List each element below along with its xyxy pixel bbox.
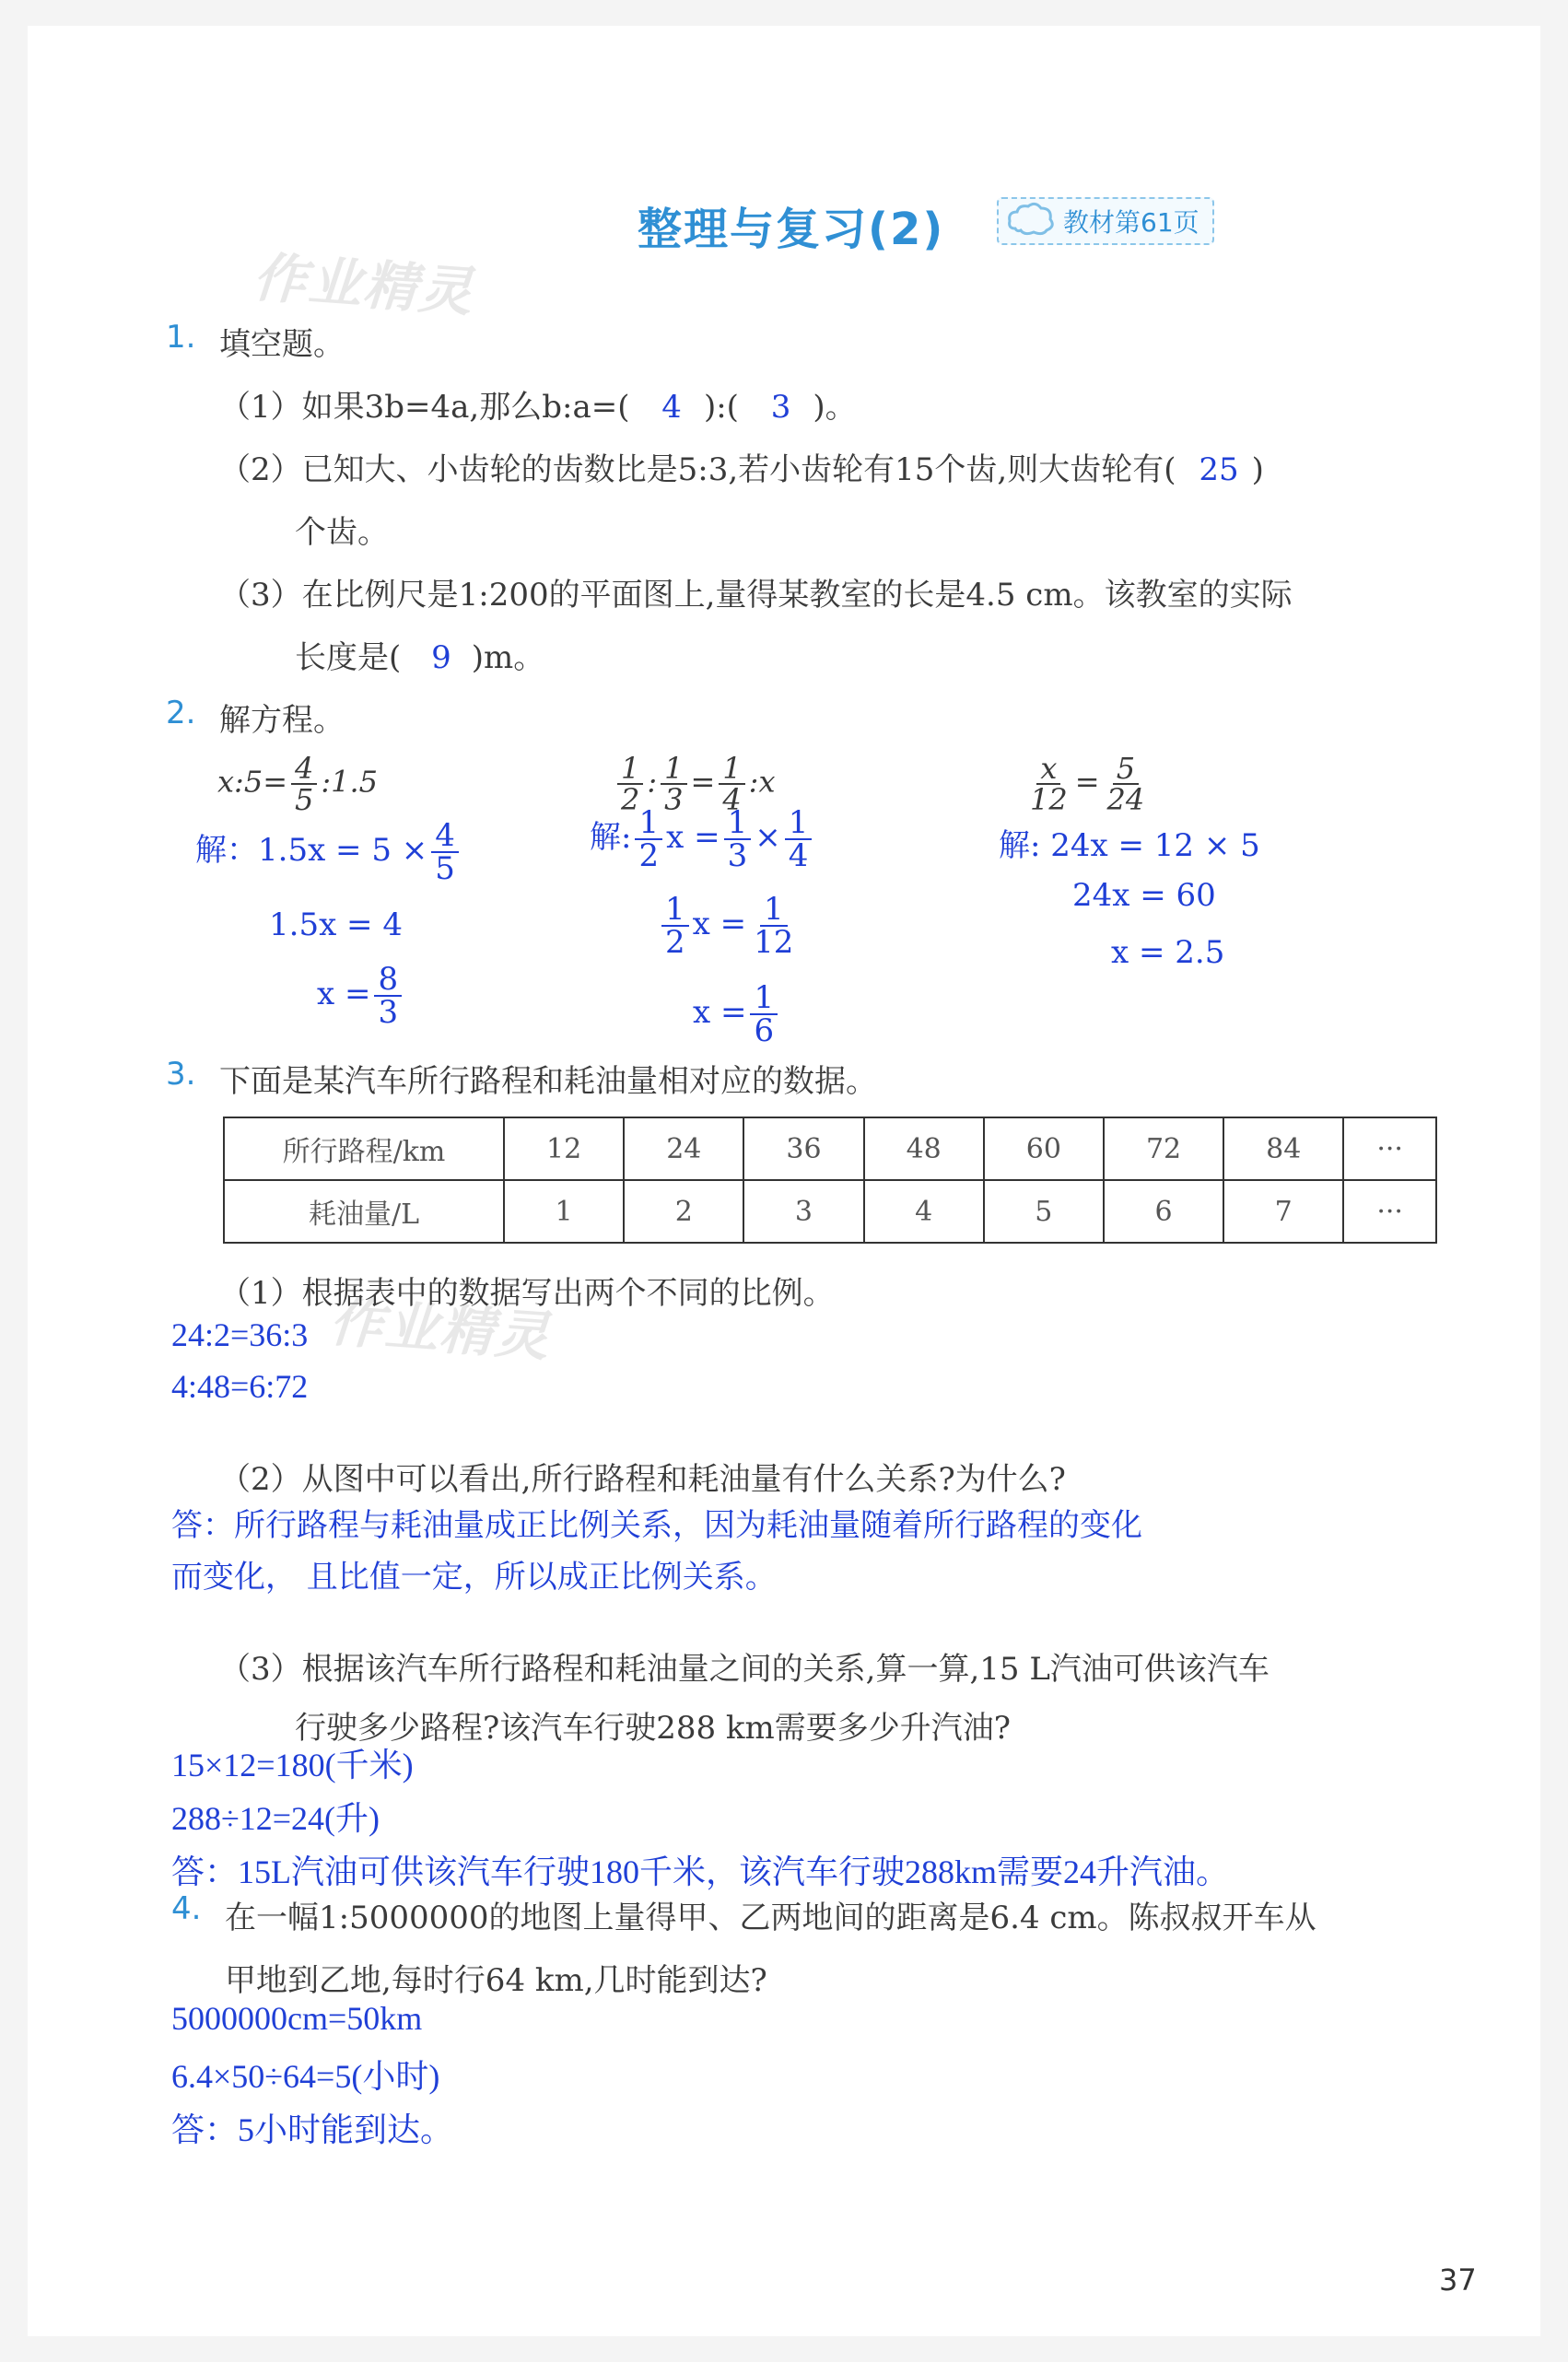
eq2-s1-frac-a [635,804,662,874]
table-cell: 84 [1223,1117,1343,1180]
q1-p1-answer2: 3 [770,389,791,426]
q1-p1-label: （1） [219,389,302,426]
eq2-step2 [658,891,801,961]
q1-p3-label: （3） [219,577,302,614]
eq2-s2-x: x = [692,906,747,942]
table-cell: ··· [1343,1180,1436,1243]
q3-p3-answer3: 答：15L汽油可供该汽车行驶180千米，该汽车行驶288km需要24升汽油。 [171,1853,1229,1890]
eq2-s1-frac-c [785,804,813,874]
data-table [223,1117,1437,1244]
eq1-fraction [291,751,317,817]
watermark-middle: 作业精灵 [327,1290,553,1369]
eq2-s3-x: x = [693,994,747,1031]
q3-p3-answer1: 15×12=180(千米) [171,1747,414,1783]
eq2-b-den: 3 [664,782,684,817]
cloud-icon [1006,201,1056,238]
table-row-fuel [224,1180,1436,1243]
q1-p3-text-c: )m。 [471,639,545,676]
eq3-step1: 解: 24x = 12 × 5 [999,827,1260,864]
q2-title: 解方程。 [219,702,345,739]
table-cell: 2 [624,1180,743,1243]
eq1-step3 [317,961,405,1031]
eq3-a-den: 12 [1030,782,1068,817]
q3-p3-answer2: 288÷12=24(升) [171,1800,380,1837]
q1-p3-text-b: 长度是( [295,639,402,676]
eq2-b-num: 1 [661,754,686,785]
eq3-equals: = [1074,764,1100,800]
q4-answer1: 5000000cm=50km [171,2000,423,2037]
table-row-distance [224,1117,1436,1180]
q3-title: 下面是某汽车所行路程和耗油量相对应的数据。 [219,1063,877,1100]
eq2-s2-b-num: 1 [760,894,788,927]
eq1-step3-num: 8 [374,964,402,997]
eq2-step3 [693,979,781,1049]
q3-p2-answer2: 而变化， 且比值一定，所以成正比例关系。 [171,1559,777,1596]
eq3-a-num: x [1036,754,1060,785]
q1-p1-text-b: )。 [813,389,857,426]
table-cell: 12 [504,1117,624,1180]
eq1-step2: 1.5x = 4 [269,906,403,943]
table-cell: 48 [864,1117,984,1180]
q1-p3-text-a: 在比例尺是1:200的平面图上,量得某教室的长是4.5 cm。该教室的实际 [301,577,1293,614]
q3-part2: （2）从图中可以看出,所行路程和耗油量有什么关系?为什么? [219,1461,1066,1498]
eq3-frac-b [1104,751,1149,817]
eq2-step1 [590,804,815,874]
table-cell: 7 [1223,1180,1343,1243]
eq2-a-den: 2 [621,782,640,817]
table-header-fuel: 耗油量/L [224,1180,504,1243]
eq2-s3-num: 1 [750,982,778,1015]
table-cell: 24 [624,1117,743,1180]
eq2-colon: : [647,764,658,800]
eq2-s2-a-den: 2 [665,924,685,961]
q2-number: 2. [166,695,196,731]
table-cell: 6 [1104,1180,1223,1243]
eq2-s1-frac-b [724,804,752,874]
eq2-s1-a-num: 1 [635,807,662,840]
eq1-frac-den: 5 [295,782,314,817]
q4-answer2: 6.4×50÷64=5(小时) [171,2058,440,2095]
eq3-b-den: 24 [1106,782,1145,817]
q4-line2: 甲地到乙地,每时行64 km,几时能到达? [225,1962,767,1999]
eq2-s1-b-den: 3 [727,837,748,874]
eq1-lhs: x:5= [217,764,287,800]
q3-number: 3. [166,1056,196,1093]
eq1-step1-num: 4 [431,820,459,853]
table-cell: ··· [1343,1117,1436,1180]
eq1-step3-text: x = [317,976,371,1012]
watermark-top: 作业精灵 [251,245,476,324]
eq1-problem [217,751,379,817]
eq2-s1-c-den: 4 [788,837,809,874]
table-cell: 72 [1104,1117,1223,1180]
eq1-step1-fraction [431,817,459,887]
table-cell: 60 [984,1117,1104,1180]
q1-p3-answer: 9 [431,639,451,676]
eq1-step3-den: 3 [378,994,399,1031]
q1-p3-line2 [295,632,544,677]
page-title: 整理与复习(2) [638,204,945,255]
q1-p1-mid: ):( [703,389,739,426]
q3-p2-answer1: 答：所行路程与耗油量成正比例关系，因为耗油量随着所行路程的变化 [171,1507,1142,1544]
q1-p1-text-a: 如果3b=4a,那么b:a=( [301,389,630,426]
eq2-s2-frac-a [661,891,689,961]
eq2-s1-c-num: 1 [785,807,813,840]
eq2-jie: 解: [590,819,632,856]
q1-part3 [219,569,1293,614]
q3-part3-line1: （3）根据该汽车所行路程和耗油量之间的关系,算一算,15 L汽油可供该汽车 [219,1651,1270,1688]
q1-number: 1. [166,319,196,356]
eq2-a-num: 1 [617,754,643,785]
eq1-frac-num: 4 [291,754,317,785]
eq3-problem [1023,751,1152,817]
table-header-distance: 所行路程/km [224,1117,504,1180]
eq2-s2-a-num: 1 [661,894,689,927]
eq2-s2-b-den: 12 [754,924,794,961]
q1-p2-text-a: 已知大、小齿轮的齿数比是5:3,若小齿轮有15个齿,则大齿轮有( [301,451,1176,488]
eq2-s3-frac [750,979,778,1049]
eq2-problem [614,751,776,817]
eq2-equals: = [690,764,716,800]
eq2-s1-a-den: 2 [638,837,660,874]
q4-number: 4. [171,1890,202,1927]
eq2-s1-b-num: 1 [724,807,752,840]
eq2-tail: :x [748,764,776,800]
table-cell: 1 [504,1180,624,1243]
q3-p1-answer2: 4:48=6:72 [171,1368,309,1405]
eq2-s1-times: × [755,819,781,856]
eq3-step2: 24x = 60 [1072,877,1216,914]
eq2-frac-b [661,751,686,817]
eq2-c-den: 4 [722,782,742,817]
eq3-step3: x = 2.5 [1111,934,1225,971]
eq1-step1-den: 5 [435,850,455,887]
q1-part1 [219,381,857,427]
badge-text: 教材第61页 [1063,207,1199,238]
q1-p2-answer: 25 [1199,451,1239,488]
q1-p2-text-b: ) [1251,451,1264,488]
q1-p2-label: （2） [219,451,302,488]
eq2-s2-frac-b [750,891,797,961]
page-number: 37 [1439,2263,1477,2298]
eq2-c-num: 1 [719,754,744,785]
table-cell: 5 [984,1180,1104,1243]
eq2-s1-x: x = [666,819,720,856]
eq1-step1 [195,817,462,887]
q1-p1-answer1: 4 [661,389,682,426]
table-cell: 36 [743,1117,863,1180]
textbook-page-badge [997,197,1214,245]
q3-part1: （1）根据表中的数据写出两个不同的比例。 [219,1275,835,1312]
table-cell: 3 [743,1180,863,1243]
table-cell: 4 [864,1180,984,1243]
q1-part2 [219,444,1264,489]
eq1-step3-fraction [374,961,402,1031]
q1-title: 填空题。 [219,326,345,363]
eq3-b-num: 5 [1113,754,1139,785]
eq2-s3-den: 6 [754,1012,775,1049]
q4-line1: 在一幅1:5000000的地图上量得甲、乙两地间的距离是6.4 cm。陈叔叔开车从 [225,1900,1316,1936]
q3-p1-answer1: 24:2=36:3 [171,1316,309,1353]
q1-p2-text-c: 个齿。 [295,514,389,551]
eq1-step1-text: 解：1.5x = 5 × [195,832,428,869]
q4-answer3: 答：5小时能到达。 [171,2111,454,2148]
eq3-frac-a [1026,751,1071,817]
q3-part3-line2: 行驶多少路程?该汽车行驶288 km需要多少升汽油? [295,1710,1012,1747]
eq1-rhs: :1.5 [321,764,379,800]
